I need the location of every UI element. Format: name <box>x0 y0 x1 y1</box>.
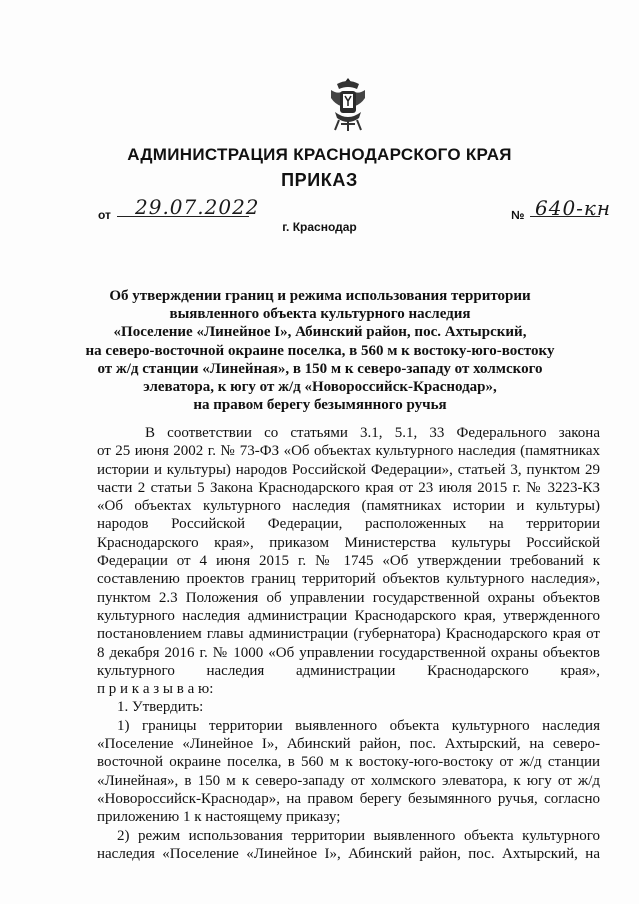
order-body <box>97 424 600 863</box>
title-line: Об утверждении границ и режима использования территории <box>109 288 531 304</box>
body-line: наследия «Поселение «Линейное I», Абинский район, пос. Ахтырский, на <box>97 845 600 862</box>
body-line: пунктом 2.3 Положения об управлении государственной охраны объектов <box>97 589 600 606</box>
title-line: от ж/д станции «Линейная», в 150 м к северо-западу от холмского <box>97 360 543 377</box>
date-label: от <box>98 208 111 222</box>
coat-of-arms-emblem-icon <box>327 76 369 132</box>
body-line: истории и культуры) народов Российской Федерации», статьей 3, пунктом 29 <box>97 461 600 478</box>
body-line: «Поселение «Линейное I», Абинский район, пос. Ахтырский, на северо- <box>97 736 600 753</box>
body-line: культурного наследия администрации Краснодарского края, утвержденного <box>97 607 600 624</box>
body-line: Краснодарского края», приказом Министерства культуры Российской <box>97 534 600 551</box>
body-line: составлению проектов границ территорий объектов культурного наследия», <box>97 571 600 588</box>
body-line: «Линейная», в 150 м к северо-западу от холмского элеватора, к югу от ж/д <box>97 772 600 789</box>
body-line: 8 декабря 2016 г. № 1000 «Об управлении государственной охраны объектов <box>97 644 600 661</box>
body-line-decree: п р и к а з ы в а ю: <box>97 681 214 698</box>
organization-name: АДМИНИСТРАЦИЯ КРАСНОДАРСКОГО КРАЯ <box>127 145 512 164</box>
body-line: культурного наследия администрации Краснодарского края», <box>97 662 600 679</box>
title-line: на правом берегу безымянного ручья <box>193 397 447 414</box>
handwritten-date: 29.07.2022 <box>135 195 260 219</box>
body-line: 2) режим использования территории выявленного объекта культурного <box>117 827 600 844</box>
city-name: г. Краснодар <box>282 220 357 234</box>
body-line: народов Российской Федерации, расположенных на территории <box>97 516 600 533</box>
body-line: приложению 1 к настоящему приказу; <box>97 809 341 826</box>
document-type: ПРИКАЗ <box>281 170 358 190</box>
order-title <box>80 287 560 414</box>
title-line: элеватора, к югу от ж/д «Новороссийск-Краснодар», <box>143 379 497 396</box>
title-line: на северо-восточной окраине поселка, в 560 м к востоку-юго-востоку <box>85 342 555 359</box>
title-line: «Поселение «Линейное I», Абинский район, пос. Ахтырский, <box>113 324 527 341</box>
body-line: от 25 июня 2002 г. № 73-ФЗ «Об объектах культурного наследия (памятниках <box>97 443 600 460</box>
body-line: «Новороссийск-Краснодар», на правом берегу безымянного ручья, согласно <box>97 790 600 807</box>
body-line: 1) границы территории выявленного объекта культурного наследия <box>117 717 600 734</box>
number-label: № <box>511 208 525 222</box>
body-line: постановлением главы администрации (губернатора) Краснодарского края от <box>97 626 600 643</box>
body-line: В соответствии со статьями 3.1, 5.1, 33 Федерального закона <box>145 425 600 441</box>
title-line: выявленного объекта культурного наследия <box>169 306 471 323</box>
body-line: восточной окраине поселка, в 560 м к востоку-юго-востоку от ж/д станции <box>97 754 600 771</box>
body-line: «Об объектах культурного наследия (памятниках истории и культуры) <box>97 498 600 515</box>
body-line: части 2 статьи 5 Закона Краснодарского края от 23 июля 2015 г. № 3223-КЗ <box>97 479 600 496</box>
handwritten-number: 640-кн <box>535 196 612 220</box>
body-line-item: 1. Утвердить: <box>117 699 204 716</box>
body-line: Федерации от 4 июня 2015 г. № 1745 «Об утверждении требований к <box>97 553 600 570</box>
